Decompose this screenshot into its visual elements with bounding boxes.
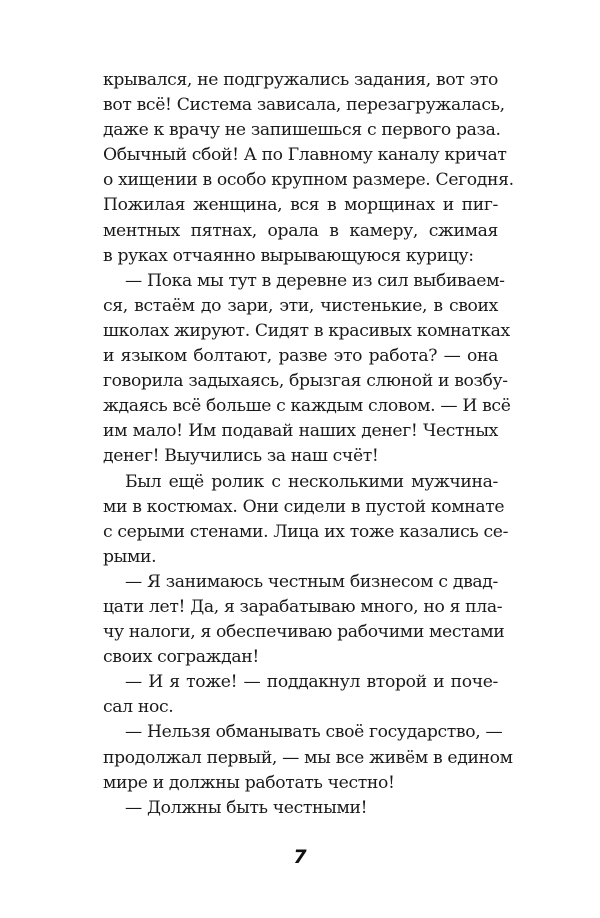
- text-line: денег! Выучились за наш счёт!: [103, 446, 379, 467]
- text-line: Обычный сбой! А по Главному каналу кричат: [103, 145, 507, 166]
- text-line: — Нельзя обманывать своё государство, —: [125, 722, 503, 743]
- text-line: им мало! Им подавай наших денег! Честных: [103, 421, 498, 442]
- text-line: продолжал первый, — мы все живём в едином: [103, 747, 513, 768]
- text-line: о хищении в особо крупном размере. Сегодня.: [103, 170, 514, 191]
- text-line: ся, встаём до зари, эти, чистенькие, в своих: [103, 295, 498, 316]
- text-line: и языком болтают, разве это работа? — она: [103, 346, 498, 367]
- text-line: ми в костюмах. Они сидели в пустой комнате: [103, 496, 505, 517]
- text-line: — Должны быть честными!: [125, 797, 368, 818]
- text-line: говорила задыхаясь, брызгая слюной и возбу-: [103, 371, 508, 392]
- text-line: мире и должны работать честно!: [103, 772, 395, 793]
- text-line: Пожилая женщина, вся в морщинах и пиг-: [103, 195, 498, 216]
- page-number: 7: [293, 846, 307, 868]
- text-line: крывался, не подгружались задания, вот это: [103, 70, 499, 90]
- text-line: ментных пятнах, орала в камеру, сжимая: [103, 220, 498, 241]
- text-line: — Пока мы тут в деревне из сил выбиваем-: [125, 270, 505, 291]
- page-body: [103, 68, 514, 821]
- text-line: своих сограждан!: [103, 647, 259, 668]
- text-line: — И я тоже! — поддакнул второй и поче-: [125, 672, 498, 693]
- text-line: чу налоги, я обеспечиваю рабочими местами: [103, 622, 505, 643]
- text-line: школах жируют. Сидят в красивых комнатках: [103, 320, 510, 341]
- text-line: — Я занимаюсь честным бизнесом с двад-: [125, 571, 498, 592]
- text-line: с серыми стенами. Лица их тоже казались се-: [103, 521, 509, 542]
- text-line: даже к врачу не запишешься с первого раза.: [103, 120, 501, 141]
- text-line: цати лет! Да, я зарабатываю много, но я пла-: [103, 596, 503, 617]
- text-line: ждаясь всё больше с каждым словом. — И всё: [103, 396, 511, 417]
- text-line: сал нос.: [103, 697, 174, 718]
- text-line: в руках отчаянно вырывающуюся курицу:: [103, 245, 474, 266]
- text-line: рыми.: [103, 546, 157, 567]
- text-line: вот всё! Система зависала, перезагружалась,: [103, 95, 505, 116]
- text-line: Был ещё ролик с несколькими мужчина-: [125, 471, 498, 492]
